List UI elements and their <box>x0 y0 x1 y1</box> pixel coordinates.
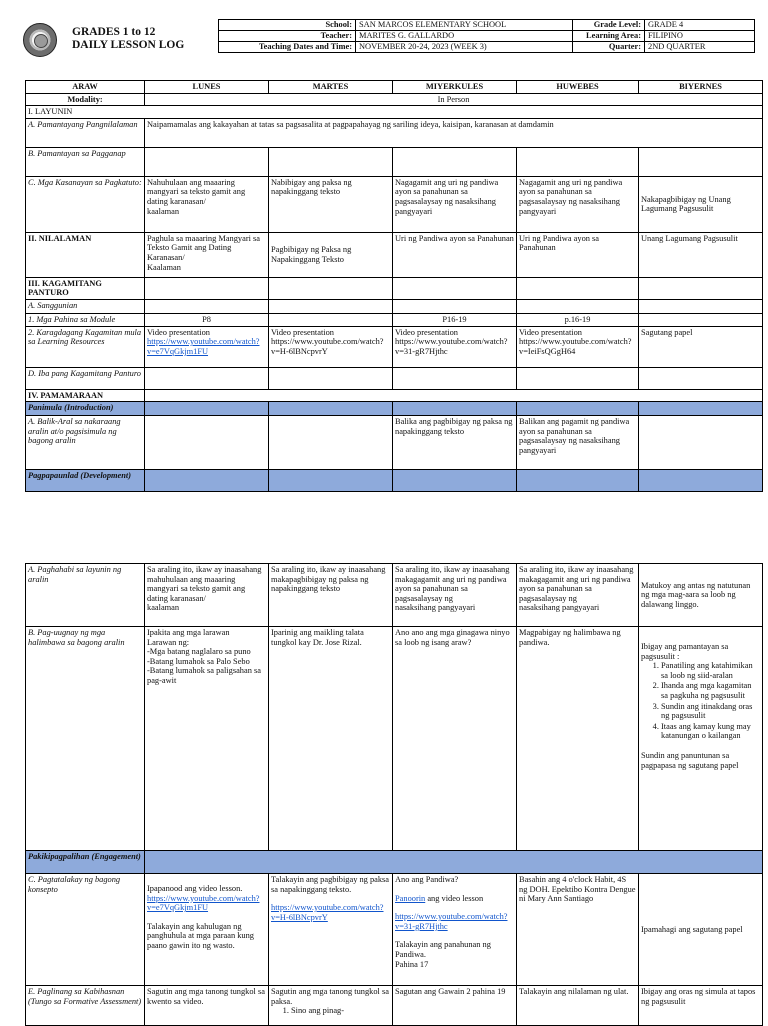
balik-miyerkules: Balika ang pagbibigay ng paksa ng napakinggang teksto <box>393 416 517 470</box>
kasanayan-biyernes: Nakapagbibigay ng Unang Lagumang Pagsusulit <box>639 176 763 232</box>
modality-value: In Person <box>145 93 763 106</box>
paghahabi-biyernes: Matukoy ang antas ng natutunan ng mga mag-aara sa loob ng dalawang linggo. <box>639 564 763 627</box>
document-title <box>72 26 184 52</box>
balik-huwebes: Balikan ang pagamit ng pandiwa ayon sa panahunan sa pagsasalaysay ng nasaksihang pangyayari <box>517 416 639 470</box>
col-martes: MARTES <box>269 81 393 94</box>
pagugnay-martes: Iparinig ang maikling talata tungkol kay Dr. Jose Rizal. <box>269 627 393 851</box>
mon-c-text1: Ipapanood ang video lesson. <box>147 884 243 893</box>
video-link-huwebes: https://www.youtube.com/watch?v=IeiFsQGgH64 <box>519 337 632 356</box>
col-lunes: LUNES <box>145 81 269 94</box>
balik-martes <box>269 416 393 470</box>
kagamitan-biyernes <box>639 277 763 299</box>
kasanayan-lunes: Nahuhulaan ang maaaring mangyari sa teksto gamit ang dating karanasan/ kaalaman <box>145 176 269 232</box>
pagganap-huwebes <box>517 147 639 176</box>
panimula-martes <box>269 402 393 416</box>
title-dll: DAILY LESSON LOG <box>72 39 185 51</box>
iba-label: D. Iba pang Kagamitang Panturo <box>26 367 145 389</box>
grade-value: GRADE 4 <box>645 20 755 31</box>
fri-rule-item: 1. Panatiling ang katahimikan sa loob ng siid-aralan <box>661 661 760 680</box>
pagganap-martes <box>269 147 393 176</box>
layunin-heading: I. LAYUNIN <box>26 106 763 119</box>
col-miyerkules: MIYERKULES <box>393 81 517 94</box>
tue-e-list-item: 1. Sino ang pinag- <box>291 1006 390 1016</box>
nilalaman-huwebes: Uri ng Pandiwa ayon sa Panahunan <box>517 232 639 277</box>
panimula-lunes <box>145 402 269 416</box>
area-label: Learning Area: <box>573 31 645 42</box>
paglinang-huwebes: Talakayin ang nilalaman ng ulat. <box>517 986 639 1026</box>
tue-e-text: Sagutin ang mga tanong tungkol sa paksa. <box>271 987 389 1006</box>
sanggunian-label: A. Sanggunian <box>26 299 145 313</box>
karagdagang-biyernes: Sagutang papel <box>639 326 763 367</box>
iba-miyerkules <box>393 367 517 389</box>
iba-martes <box>269 367 393 389</box>
fri-rule-item: 3. Sundin ang itinakdang oras ng pagsusulit <box>661 702 760 721</box>
module-label: 1. Mga Pahina sa Module <box>26 313 145 326</box>
teacher-value: MARITES G. GALLARDO <box>356 31 573 42</box>
tue-e-list <box>271 1006 390 1016</box>
fri-rules-list <box>641 661 760 741</box>
balik-biyernes <box>639 416 763 470</box>
panimula-label: Panimula (Introduction) <box>26 402 145 416</box>
kasanayan-miyerkules: Nagagamit ang uri ng pandiwa ayon sa panahunan sa pagsasalaysay ng nasaksihang pangyayari <box>393 176 517 232</box>
tue-c-text1: Talakayin ang pagbibigay ng paksa sa napakinggang teksto. <box>271 875 390 894</box>
pagtatalakay-biyernes: Ipamahagi ang sagutang papel <box>639 874 763 986</box>
fri-outro: Sundin ang panuntunan sa pagpapasa ng sagutang papel <box>641 750 739 770</box>
karagdagang-miyerkules <box>393 326 517 367</box>
pagganap-lunes <box>145 147 269 176</box>
kasanayan-label: C. Mga Kasanayan sa Pagkatuto: <box>26 176 145 232</box>
video-label-lunes: Video presentation <box>147 327 210 337</box>
pagganap-miyerkules <box>393 147 517 176</box>
pamamaraan-label: IV. PAMAMARAAN <box>26 389 145 402</box>
iba-biyernes <box>639 367 763 389</box>
col-biyernes: BIYERNES <box>639 81 763 94</box>
video-label-martes: Video presentation <box>271 327 334 337</box>
sanggunian-biyernes <box>639 299 763 313</box>
school-label: School: <box>219 20 356 31</box>
title-grades: GRADES 1 to 12 <box>72 26 156 38</box>
balik-label: A. Balik-Aral sa nakaraang aralin at/o pagsisimula ng bagong aralin <box>26 416 145 470</box>
wed-c-link[interactable]: https://www.youtube.com/watch?v=31-gR7Hjthc <box>395 912 508 931</box>
pagtatalakay-miyerkules <box>393 874 517 986</box>
sanggunian-huwebes <box>517 299 639 313</box>
paglinang-lunes: Sagutin ang mga tanong tungkol sa kwento sa video. <box>145 986 269 1026</box>
iba-lunes <box>145 367 269 389</box>
pagpapaunlad-biyernes <box>639 470 763 492</box>
sanggunian-miyerkules <box>393 299 517 313</box>
kagamitan-miyerkules <box>393 277 517 299</box>
karagdagang-lunes <box>145 326 269 367</box>
karagdagang-huwebes <box>517 326 639 367</box>
tue-c-link[interactable]: https://www.youtube.com/watch?v=H-6lBNcpvrY <box>271 903 384 922</box>
pagtatalakay-label: C. Pagtatalakay ng bagong konsepto <box>26 874 145 986</box>
sanggunian-lunes <box>145 299 269 313</box>
pamantayang-label: A. Pamantayang Pangnilalaman <box>26 118 145 147</box>
module-lunes: P8 <box>145 313 269 326</box>
nilalaman-lunes: Paghula sa maaaring Mangyari sa Teksto Gamit ang Dating Karanasan/ Kaalaman <box>145 232 269 277</box>
paghahabi-martes: Sa araling ito, ikaw ay inaasahang makapagbibigay ng paksa ng napakinggang teksto <box>269 564 393 627</box>
wed-c-text1: Ano ang Pandiwa? <box>395 875 459 884</box>
pagugnay-miyerkules: Ano ano ang mga ginagawa ninyo sa loob ng isang araw? <box>393 627 517 851</box>
lesson-log-table <box>25 80 763 492</box>
pagugnay-label: B. Pag-uugnay ng mga halimbawa sa bagong aralin <box>26 627 145 851</box>
school-value: SAN MARCOS ELEMENTARY SCHOOL <box>356 20 573 31</box>
sanggunian-martes <box>269 299 393 313</box>
dates-label: Teaching Dates and Time: <box>219 42 356 53</box>
pagpapaunlad-huwebes <box>517 470 639 492</box>
quarter-label: Quarter: <box>573 42 645 53</box>
pagpapaunlad-label: Pagpapaunlad (Development) <box>26 470 145 492</box>
nilalaman-label: II. NILALAMAN <box>26 232 145 277</box>
module-martes <box>269 313 393 326</box>
iba-huwebes <box>517 367 639 389</box>
kagamitan-martes <box>269 277 393 299</box>
paghahabi-miyerkules: Sa araling ito, ikaw ay inaasahang makagagamit ang uri ng pandiwa ayon sa panahunan sa pagsasalaysay ng nasaksihang pangyayari <box>393 564 517 627</box>
pagganap-label: B. Pamantayan sa Pagganap <box>26 147 145 176</box>
video-label-huwebes: Video presentation <box>519 327 582 337</box>
paglinang-label: E. Paglinang sa Kabihasnan (Tungo sa Formative Assessment) <box>26 986 145 1026</box>
kagamitan-huwebes <box>517 277 639 299</box>
kagamitan-label: III. KAGAMITANG PANTURO <box>26 277 145 299</box>
wed-c-panoorin-line <box>395 894 514 904</box>
paglinang-miyerkules: Sagutan ang Gawain 2 pahina 19 <box>393 986 517 1026</box>
pamamaraan-blank <box>145 389 763 402</box>
panimula-huwebes <box>517 402 639 416</box>
deped-seal-icon <box>23 23 57 57</box>
pakikipag-label: Pakikipagpalihan (Engagement) <box>26 851 145 874</box>
video-link-miyerkules: https://www.youtube.com/watch?v=31-gR7Hjthc <box>395 337 508 356</box>
fri-rule-item: 2. Ihanda ang mga kagamitan sa pagkuha ng pagsusulit <box>661 681 760 700</box>
col-araw: ARAW <box>26 81 145 94</box>
header-info-table <box>218 19 755 53</box>
pagpapaunlad-miyerkules <box>393 470 517 492</box>
kasanayan-martes: Nabibigay ang paksa ng napakinggang teksto <box>269 176 393 232</box>
grade-label: Grade Level: <box>573 20 645 31</box>
pagtatalakay-lunes <box>145 874 269 986</box>
paghahabi-huwebes: Sa araling ito, ikaw ay inaasahang makagagamit ang uri ng pandiwa ayon sa panahunan sa pagsasalaysay ng nasaksihang pangyayari <box>517 564 639 627</box>
video-link-lunes[interactable]: https://www.youtube.com/watch?v=e7VqGkjm1FU <box>147 337 260 356</box>
pagganap-biyernes <box>639 147 763 176</box>
fri-intro: Ibigay ang pamantayan sa pagsusulit : <box>641 642 729 661</box>
nilalaman-miyerkules: Uri ng Pandiwa ayon sa Panahunan <box>393 232 517 277</box>
paglinang-biyernes: Ibigay ang oras ng simula at tapos ng pagsusulit <box>639 986 763 1026</box>
panimula-biyernes <box>639 402 763 416</box>
wed-c-text2: Talakayin ang panahunan ng Pandiwa. Pahina 17 <box>395 940 491 969</box>
panimula-miyerkules <box>393 402 517 416</box>
teacher-label: Teacher: <box>219 31 356 42</box>
pagugnay-huwebes: Magpabigay ng halimbawa ng pandiwa. <box>517 627 639 851</box>
pagugnay-biyernes <box>639 627 763 851</box>
pagtatalakay-huwebes: Basahin ang 4 o'clock Habit, 4S ng DOH. Epektibo Kontra Dengue ni Mary Ann Santiago <box>517 874 639 986</box>
area-value: FILIPINO <box>645 31 755 42</box>
pagpapaunlad-martes <box>269 470 393 492</box>
dates-value: NOVEMBER 20-24, 2023 (WEEK 3) <box>356 42 573 53</box>
wed-c-video-text: ang video lesson <box>425 893 484 903</box>
module-huwebes: p.16-19 <box>517 313 639 326</box>
paglinang-martes <box>269 986 393 1026</box>
video-label-miyerkules: Video presentation <box>395 327 458 337</box>
kagamitan-lunes <box>145 277 269 299</box>
mon-c-text2: Talakayin ang kahulugan ng panghuhula at mga paraan kung paano gawin ito ng wasto. <box>147 921 254 950</box>
wed-c-panoorin-link[interactable]: Panoorin <box>395 893 426 903</box>
paghahabi-label: A. Paghahabi sa layunin ng aralin <box>26 564 145 627</box>
pagtatalakay-martes <box>269 874 393 986</box>
col-huwebes: HUWEBES <box>517 81 639 94</box>
module-biyernes <box>639 313 763 326</box>
lesson-log-table-continued <box>25 563 763 1026</box>
mon-c-link[interactable]: https://www.youtube.com/watch?v=e7VqGkjm1FU <box>147 893 260 913</box>
balik-lunes <box>145 416 269 470</box>
pagugnay-lunes: Ipakita ang mga larawan Larawan ng: -Mga batang naglalaro sa puno -Batang lumahok sa Palo Sebo -Batang lumahok sa paligsahan sa pag-awit <box>145 627 269 851</box>
pamantayang-value: Naipamamalas ang kakayahan at tatas sa pagsasalita at pagpapahayag ng sariling ideya, kaisipan, karanasan at damdamin <box>145 118 763 147</box>
modality-label: Modality: <box>26 93 145 106</box>
quarter-value: 2ND QUARTER <box>645 42 755 53</box>
module-miyerkules: P16-19 <box>393 313 517 326</box>
pakikipag-blank <box>145 851 763 874</box>
karagdagang-martes <box>269 326 393 367</box>
paghahabi-lunes: Sa araling ito, ikaw ay inaasahang mahuhulaan ang maaaring mangyari sa teksto gamit ang dating karanasan/ kaalaman <box>145 564 269 627</box>
nilalaman-martes: Pagbibigay ng Paksa ng Napakinggang Teksto <box>269 232 393 277</box>
fri-rule-item: 4. Itaas ang kamay kung may katanungan o kailangan <box>661 722 760 741</box>
karagdagang-label: 2. Karagdagang Kagamitan mula sa Learning Resources <box>26 326 145 367</box>
kasanayan-huwebes: Nagagamit ang uri ng pandiwa ayon sa panahunan sa pagsasalaysay ng nasaksihang pangyayari <box>517 176 639 232</box>
video-link-martes: https://www.youtube.com/watch?v=H-6lBNcpvrY <box>271 337 384 356</box>
pagpapaunlad-lunes <box>145 470 269 492</box>
nilalaman-biyernes: Unang Lagumang Pagsusulit <box>639 232 763 277</box>
